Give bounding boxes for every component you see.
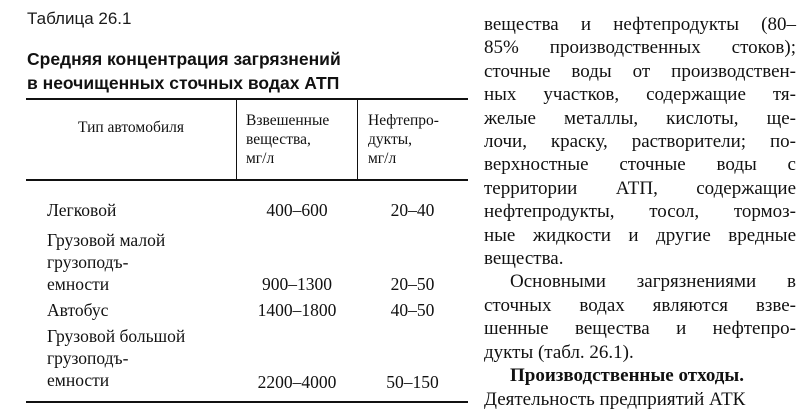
row-vehicle-type <box>47 325 242 391</box>
text-line: дукты (табл. 26.1). <box>484 341 634 363</box>
row-oil-value: 40–50 <box>390 300 435 320</box>
header-vehicle-type: Тип автомобиля <box>78 119 184 136</box>
row-name-line: грузоподъ- <box>47 348 129 368</box>
text-line: желые металлы, кислоты, ще- <box>484 107 796 129</box>
table-title-line: Средняя концентрация загрязнений <box>27 49 341 69</box>
text-line: сточные воды от производствен- <box>484 60 796 82</box>
header-suspended-solids <box>246 111 356 168</box>
row-name-line: Автобус <box>47 300 109 320</box>
row-oil-value: 50–150 <box>386 372 439 392</box>
row-oil-value: 20–50 <box>390 274 435 294</box>
text-line: верхностные сточные воды с <box>484 154 796 176</box>
row-suspended-value: 2200–4000 <box>257 372 337 392</box>
header-divider <box>357 99 358 179</box>
header-line: Нефтепро- <box>368 112 439 129</box>
text-line: Основными загрязнениями в <box>510 271 796 293</box>
table-header-rule <box>26 179 468 181</box>
text-line: 85% производственных стоков); <box>484 37 796 59</box>
row-name-line: емности <box>47 274 110 294</box>
header-line: Взвешенные <box>246 112 330 129</box>
text-line: территории АТП, содержащие <box>484 177 796 199</box>
row-vehicle-type <box>47 229 242 295</box>
text-line: вещества и нефтепродукты (80– <box>484 14 796 35</box>
text-line: лочи, краску, растворители; по- <box>484 131 796 153</box>
header-line: мг/л <box>246 150 275 167</box>
table-top-rule <box>26 98 468 100</box>
text-line: ных участков, содержащие тя- <box>484 84 796 106</box>
text-line: шенные вещества и нефтепро- <box>484 318 796 340</box>
table-bottom-rule <box>26 401 468 403</box>
paragraph <box>484 270 796 364</box>
table-title <box>27 47 467 95</box>
header-line: вещества, <box>246 131 311 148</box>
row-name-line: грузоподъ- <box>47 252 129 272</box>
header-divider <box>236 99 237 179</box>
table-label: Таблица 26.1 <box>27 9 132 28</box>
header-oil-products <box>368 111 468 168</box>
paragraph <box>484 364 796 411</box>
row-name-line: Грузовой большой <box>47 326 186 346</box>
row-suspended-value: 400–600 <box>266 200 328 220</box>
row-name-line: Грузовой малой <box>47 230 166 250</box>
text-line: ные жидкости и другие вредные <box>484 224 796 246</box>
body-text-column <box>484 13 796 411</box>
text-line: нефтепродукты, тосол, тормоз- <box>484 201 796 223</box>
header-line: мг/л <box>368 150 397 167</box>
table-title-line: в неочищенных сточных водах АТП <box>27 73 340 93</box>
row-suspended-value: 900–1300 <box>262 274 332 294</box>
section-heading-text: Производственные отходы. <box>510 365 745 387</box>
row-name-line: емности <box>47 370 110 390</box>
text-line: сточных водах являются взве- <box>484 294 796 316</box>
header-line: дукты, <box>368 131 413 148</box>
paragraph <box>484 13 796 270</box>
section-heading <box>484 364 796 387</box>
row-vehicle-type <box>47 199 242 221</box>
text-line: Деятельность предприятий АТК <box>484 388 746 410</box>
row-vehicle-type <box>47 299 242 321</box>
row-oil-value: 20–40 <box>390 200 435 220</box>
row-name-line: Легковой <box>47 200 117 220</box>
row-suspended-value: 1400–1800 <box>257 300 337 320</box>
text-line: вещества. <box>484 248 564 270</box>
